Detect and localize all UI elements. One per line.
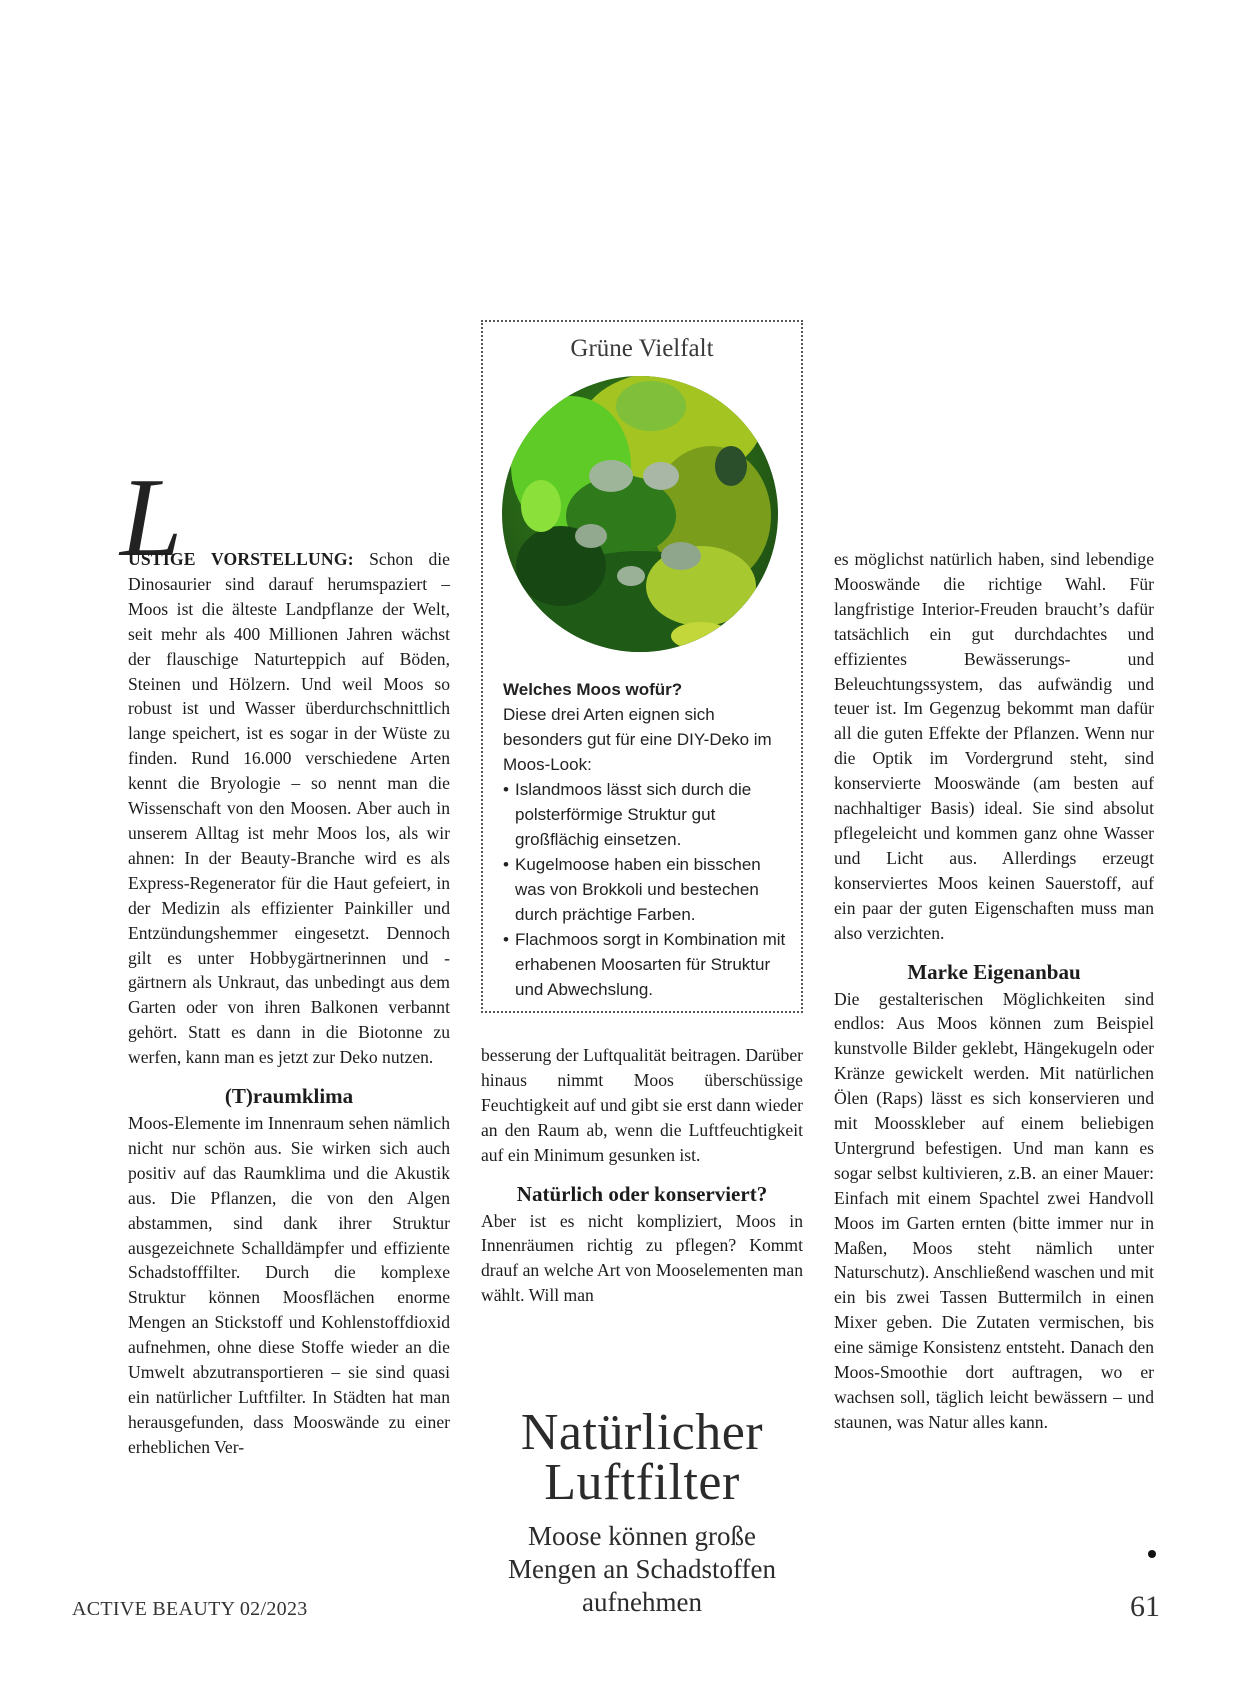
sidebar-intro: Diese drei Arten eignen sich besonders gut für eine DIY-Deko im Moos-Look: [503, 705, 772, 774]
heading-raumklima: (T)raumklima [224, 1084, 354, 1109]
list-item: • Flachmoos sorgt in Kombination mit erhabenen Moosarten für Struktur und Abwechslung. [503, 927, 789, 1002]
drop-cap: L [120, 456, 183, 580]
heading-marke-eigenanbau: Marke Eigenanbau [907, 959, 1081, 984]
pull-quote [481, 1404, 803, 1619]
sidebar-box [481, 320, 803, 1013]
page-number: 61 [1130, 1590, 1160, 1623]
end-of-article-mark [1148, 1550, 1156, 1558]
moss-type-list [503, 777, 789, 1002]
lead-in: USTIGE VORSTELLUNG: [128, 549, 354, 569]
section-eigenanbau-text: Die gestalterischen Möglichkeiten sind endlos: Aus Moos können zum Beispiel kunstvolle Bilder geklebt, Hängekugeln oder Kränze gewickelt werden. Mit natürlichen Ölen (Raps) lässt es sich konservieren und mit Moosskleber auf einem beliebigen Untergrund befestigen. Und man kann es sogar selbst kultivieren, z.B. an einer Mauer: Einfach mit einem Spachtel zwei Handvoll Moos im Garten ernten (bitte immer nur in Maßen, Moos steht nämlich unter Naturschutz). Anschließend waschen und mit ein bis zwei Tassen Buttermilch in einen Mixer geben. Die Zutaten vermischen, bis eine sämige Konsistenz entsteht. Danach den Moos-Smoothie dort auftragen, wo er wachsen soll, täglich leicht bewässern – und staunen, was Natur alles kann. [834, 988, 1154, 1432]
pull-quote-title-line1: Natürlicher [520, 1404, 764, 1461]
pull-quote-subtitle: Moose können große Mengen an Schadstoffen aufnehmen [508, 1521, 776, 1617]
footer-magazine-issue: ACTIVE BEAUTY 02/2023 [72, 1598, 308, 1620]
section-konserviert-continued: es möglichst natürlich haben, sind lebendige Mooswände die richtige Wahl. Für langfristige Interior-Freuden braucht’s dafür tatsächlich ein gut durchdachtes und effizientes Bewässerungs- und Beleuchtungssystem, das aufwändig und teuer ist. Im Gegenzug bekommt man dafür all die guten Effekte der Pflanzen. Wenn nur die Optik im Vordergrund steht, sind konservierte Mooswände (am besten auf nachhaltiger Basis) ideal. Sie sind absolut pflegeleicht und kommen ganz ohne Wasser und Licht aus. Allerdings erzeugt konserviertes Moos keinen Sauerstoff, auf ein paar der guten Eigenschaften muss man also verzichten. [834, 549, 1154, 943]
intro-paragraph [128, 547, 450, 1070]
column-2 [481, 1043, 803, 1308]
intro-text: Schon die Dinosaurier sind darauf herumspaziert – Moos ist die älteste Landpflanze der Welt, seit mehr als 400 Millionen Jahren wächst der flauschige Naturteppich auf Böden, Steinen und Hölzern. Und weil Moos so robust ist und Wasser überdurchschnittlich lange speichert, ist es sogar in der Wüste zu finden. Rund 16.000 verschiedene Arten kennt die Bryologie – so nennt man die Wissenschaft von den Moosen. Aber auch in unserem Alltag ist mehr Moos los, als wir ahnen: In der Beauty-Branche wird es als Express-Regenerator für die Haut gefeiert, in der Medizin als effizienter Painkiller und Entzündungshemmer eingesetzt. Dennoch gilt es unter Hobbygärtnerinnen und -gärtnern als Unkraut, das unbedingt aus dem Garten oder von ihren Balkonen verbannt gehört. Statt es dann in die Biotonne zu werfen, kann man es jetzt zur Deko nutzen. [128, 549, 450, 1068]
section-konserviert-text: Aber ist es nicht kompliziert, Moos in Innenräumen richtig zu pflegen? Kommt drauf an welche Art von Mooselementen man wählt. Will man [481, 1210, 803, 1306]
sidebar-question: Welches Moos wofür? [503, 680, 683, 699]
column-1 [128, 547, 450, 1460]
sidebar-text [503, 677, 789, 1002]
pull-quote-title-line2: Luftfilter [544, 1454, 740, 1511]
heading-natuerlich-oder-konserviert: Natürlich oder konserviert? [516, 1181, 768, 1206]
section-raumklima-continued: besserung der Luftqualität beitragen. Darüber hinaus nimmt Moos überschüssige Feuchtigkeit auf und gibt sie erst dann wieder an den Raum ab, wenn die Luftfeuchtigkeit auf ein Minimum gesunken ist. [481, 1045, 803, 1165]
section-raumklima-text: Moos-Elemente im Innenraum sehen nämlich nicht nur schön aus. Sie wirken sich auch positiv auf das Raumklima und die Akustik aus. Die Pflanzen, die von den Algen abstammen, sind dank ihrer Struktur ausgezeichnete Schalldämpfer und effiziente Schadstofffilter. Durch die komplexe Struktur können Moosflächen enorme Mengen an Stickstoff und Kohlenstoffdioxid aufnehmen, ohne diese Stoffe wieder an die Umwelt abzutransportieren – sie sind quasi ein natürlicher Luftfilter. In Städten hat man herausgefunden, dass Mooswände zu einer erheblichen Ver- [128, 1113, 450, 1457]
sidebar-title: Grüne Vielfalt [570, 335, 714, 362]
column-3 [834, 547, 1154, 1435]
list-item: • Islandmoos lässt sich durch die polsterförmige Struktur gut großflächig einsetzen. [503, 777, 789, 852]
moss-wall-image [501, 366, 785, 666]
list-item: • Kugelmoose haben ein bisschen was von Brokkoli und bestechen durch prächtige Farben. [503, 852, 789, 927]
